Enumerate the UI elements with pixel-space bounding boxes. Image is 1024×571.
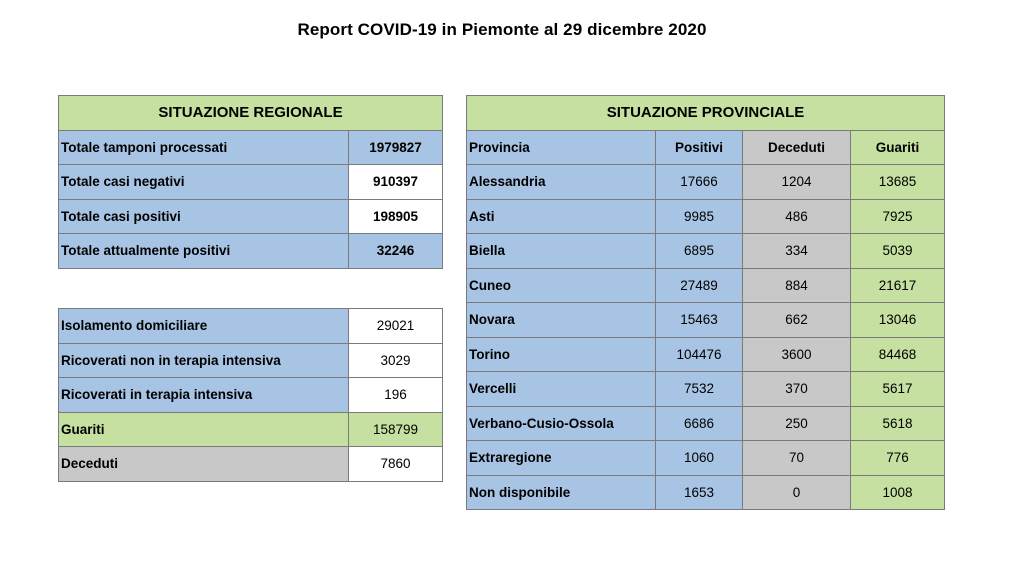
row-label: Isolamento domiciliare	[59, 309, 349, 344]
regional-summary-table	[58, 95, 443, 269]
table-row	[59, 343, 443, 378]
provincia-cell: Alessandria	[467, 165, 656, 200]
table-row	[59, 412, 443, 447]
provincia-cell: Torino	[467, 337, 656, 372]
column-header-deceduti: Deceduti	[743, 130, 851, 165]
row-value: 7860	[349, 447, 443, 482]
table-row	[467, 406, 945, 441]
table-row	[467, 337, 945, 372]
positivi-cell: 6686	[656, 406, 743, 441]
provincia-cell: Asti	[467, 199, 656, 234]
positivi-cell: 6895	[656, 234, 743, 269]
positivi-cell: 9985	[656, 199, 743, 234]
guariti-cell: 84468	[851, 337, 945, 372]
deceduti-cell: 3600	[743, 337, 851, 372]
positivi-cell: 7532	[656, 372, 743, 407]
regional-header-row	[59, 96, 443, 131]
regional-header: SITUAZIONE REGIONALE	[59, 96, 443, 131]
row-value: 3029	[349, 343, 443, 378]
guariti-cell: 1008	[851, 475, 945, 510]
guariti-cell: 7925	[851, 199, 945, 234]
regional-detail-table	[58, 308, 443, 482]
table-row	[59, 378, 443, 413]
provincial-table	[466, 95, 945, 510]
positivi-cell: 17666	[656, 165, 743, 200]
column-header-provincia: Provincia	[467, 130, 656, 165]
guariti-cell: 13685	[851, 165, 945, 200]
table-row	[467, 441, 945, 476]
positivi-cell: 15463	[656, 303, 743, 338]
provincia-cell: Vercelli	[467, 372, 656, 407]
column-header-guariti: Guariti	[851, 130, 945, 165]
deceduti-cell: 0	[743, 475, 851, 510]
table-row	[59, 130, 443, 165]
row-value: 910397	[349, 165, 443, 200]
provincial-body	[467, 165, 945, 510]
provincial-header: SITUAZIONE PROVINCIALE	[467, 96, 945, 131]
row-label: Totale tamponi processati	[59, 130, 349, 165]
table-row	[59, 234, 443, 269]
table-row	[467, 475, 945, 510]
column-header-positivi: Positivi	[656, 130, 743, 165]
row-label: Ricoverati in terapia intensiva	[59, 378, 349, 413]
row-label: Deceduti	[59, 447, 349, 482]
column-header-row	[467, 130, 945, 165]
row-value: 1979827	[349, 130, 443, 165]
row-value: 29021	[349, 309, 443, 344]
guariti-cell: 776	[851, 441, 945, 476]
deceduti-cell: 884	[743, 268, 851, 303]
guariti-cell: 5617	[851, 372, 945, 407]
provincia-cell: Extraregione	[467, 441, 656, 476]
deceduti-cell: 334	[743, 234, 851, 269]
row-label: Ricoverati non in terapia intensiva	[59, 343, 349, 378]
positivi-cell: 104476	[656, 337, 743, 372]
row-value: 32246	[349, 234, 443, 269]
row-label: Totale casi negativi	[59, 165, 349, 200]
row-value: 158799	[349, 412, 443, 447]
guariti-cell: 5618	[851, 406, 945, 441]
provincial-header-row	[467, 96, 945, 131]
page-title: Report COVID-19 in Piemonte al 29 dicembre 2020	[297, 20, 707, 39]
table-row	[59, 165, 443, 200]
table-row	[467, 199, 945, 234]
table-row	[467, 303, 945, 338]
deceduti-cell: 70	[743, 441, 851, 476]
provincia-cell: Non disponibile	[467, 475, 656, 510]
row-label: Totale attualmente positivi	[59, 234, 349, 269]
deceduti-cell: 662	[743, 303, 851, 338]
guariti-cell: 21617	[851, 268, 945, 303]
row-label: Guariti	[59, 412, 349, 447]
row-value: 198905	[349, 199, 443, 234]
provincia-cell: Verbano-Cusio-Ossola	[467, 406, 656, 441]
positivi-cell: 27489	[656, 268, 743, 303]
positivi-cell: 1653	[656, 475, 743, 510]
deceduti-cell: 1204	[743, 165, 851, 200]
provincia-cell: Cuneo	[467, 268, 656, 303]
positivi-cell: 1060	[656, 441, 743, 476]
provincia-cell: Novara	[467, 303, 656, 338]
provincia-cell: Biella	[467, 234, 656, 269]
table-row	[467, 165, 945, 200]
guariti-cell: 5039	[851, 234, 945, 269]
guariti-cell: 13046	[851, 303, 945, 338]
table-row	[467, 234, 945, 269]
row-value: 196	[349, 378, 443, 413]
deceduti-cell: 250	[743, 406, 851, 441]
row-label: Totale casi positivi	[59, 199, 349, 234]
table-row	[467, 268, 945, 303]
deceduti-cell: 370	[743, 372, 851, 407]
table-row	[59, 199, 443, 234]
table-row	[467, 372, 945, 407]
table-row	[59, 309, 443, 344]
table-row	[59, 447, 443, 482]
deceduti-cell: 486	[743, 199, 851, 234]
